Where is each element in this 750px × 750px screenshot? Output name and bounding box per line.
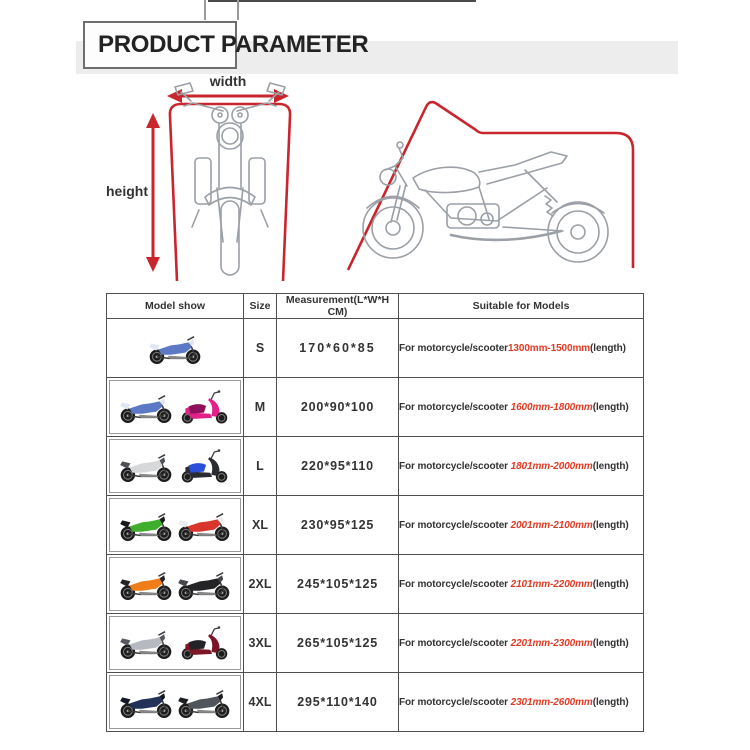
front-cover-outline xyxy=(170,104,290,281)
vehicle-image xyxy=(115,444,177,488)
cover-dimension-diagram xyxy=(95,70,660,292)
size-value: L xyxy=(244,437,277,496)
height-dimension-label: height xyxy=(106,183,148,199)
size-value: 4XL xyxy=(244,673,277,732)
table-row-size-2xl xyxy=(107,555,644,614)
length-range: 1600mm-1800mm xyxy=(510,401,593,413)
table-row-size-xl xyxy=(107,496,644,555)
vehicle-image xyxy=(173,621,235,665)
table-row-size-4xl xyxy=(107,673,644,732)
page-title: PRODUCT PARAMETER xyxy=(98,31,369,58)
vehicle-image xyxy=(115,503,177,547)
vehicle-image xyxy=(173,385,235,429)
suitable-text: For motorcycle/scooter 2001mm-2100mm(length) xyxy=(399,496,644,555)
model-photo xyxy=(109,439,241,493)
model-photo xyxy=(109,498,241,552)
suitable-text: For motorcycle/scooter 1600mm-1800mm(length) xyxy=(399,378,644,437)
model-photo xyxy=(109,557,241,611)
vehicle-image xyxy=(144,326,206,370)
size-value: XL xyxy=(244,496,277,555)
size-value: M xyxy=(244,378,277,437)
model-photo xyxy=(109,380,241,434)
vehicle-image xyxy=(115,562,177,606)
model-photo xyxy=(109,616,241,670)
measurement-value: 245*105*125 xyxy=(277,555,399,614)
suitable-text: For motorcycle/scooter1300mm-1500mm(length) xyxy=(399,319,644,378)
vehicle-image xyxy=(115,385,177,429)
measurement-value: 295*110*140 xyxy=(277,673,399,732)
vehicle-image xyxy=(115,680,177,724)
size-table xyxy=(106,293,644,732)
height-arrow xyxy=(146,113,160,272)
model-photo xyxy=(109,321,241,375)
table-row-size-m xyxy=(107,378,644,437)
vehicle-image xyxy=(173,680,235,724)
side-cover-outline xyxy=(348,102,633,270)
vehicle-image xyxy=(173,503,235,547)
length-range: 1300mm-1500mm xyxy=(507,342,591,354)
size-value: 2XL xyxy=(244,555,277,614)
length-range: 2101mm-2200mm xyxy=(510,578,593,590)
vehicle-image xyxy=(173,444,235,488)
measurement-value: 220*95*110 xyxy=(277,437,399,496)
top-divider-line xyxy=(208,0,476,2)
size-value: S xyxy=(244,319,277,378)
measurement-value: 265*105*125 xyxy=(277,614,399,673)
table-header-row xyxy=(107,294,644,319)
motorcycle-front-view-drawing xyxy=(175,83,285,275)
suitable-text: For motorcycle/scooter 2101mm-2200mm(length) xyxy=(399,555,644,614)
table-row-size-l xyxy=(107,437,644,496)
length-range: 1801mm-2000mm xyxy=(510,460,593,472)
column-header-model-show: Model show xyxy=(107,294,244,319)
suitable-text: For motorcycle/scooter 1801mm-2000mm(length) xyxy=(399,437,644,496)
suitable-text: For motorcycle/scooter 2301mm-2600mm(length) xyxy=(399,673,644,732)
length-range: 2301mm-2600mm xyxy=(510,696,593,708)
column-header-suitable: Suitable for Models xyxy=(399,294,644,319)
vehicle-image xyxy=(115,621,177,665)
size-value: 3XL xyxy=(244,614,277,673)
vehicle-image xyxy=(173,562,235,606)
top-border-stub xyxy=(204,0,239,20)
model-photo xyxy=(109,675,241,729)
width-dimension-label: width xyxy=(209,73,247,89)
table-row-size-3xl xyxy=(107,614,644,673)
column-header-measurement: Measurement(L*W*H CM) xyxy=(277,294,399,319)
measurement-value: 230*95*125 xyxy=(277,496,399,555)
suitable-text: For motorcycle/scooter 2201mm-2300mm(length) xyxy=(399,614,644,673)
table-row-size-s xyxy=(107,319,644,378)
measurement-value: 200*90*100 xyxy=(277,378,399,437)
length-range: 2001mm-2100mm xyxy=(510,519,593,531)
column-header-size: Size xyxy=(244,294,277,319)
length-range: 2201mm-2300mm xyxy=(510,637,593,649)
measurement-value: 170*60*85 xyxy=(277,319,399,378)
